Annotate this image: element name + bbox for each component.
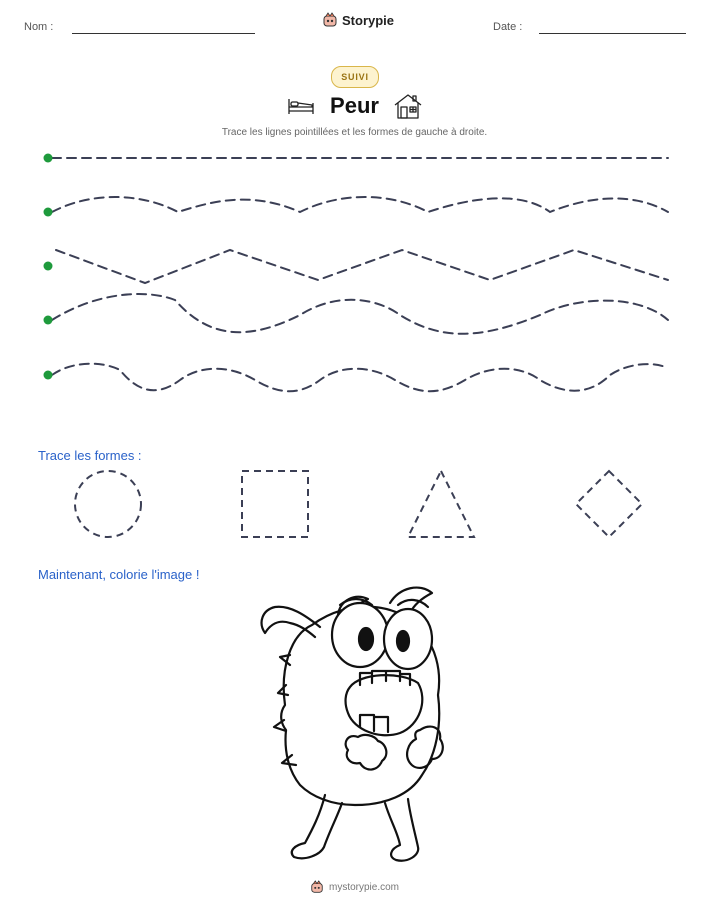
start-dot <box>44 262 53 271</box>
level-badge: SUIVI <box>331 66 379 88</box>
diamond-shape[interactable] <box>576 471 642 537</box>
bed-icon <box>286 95 316 117</box>
storypie-logo-icon <box>322 12 338 28</box>
start-dot <box>44 208 53 217</box>
shapes-section-label: Trace les formes : <box>38 448 142 463</box>
date-label: Date : <box>493 21 523 33</box>
title-text: Peur <box>330 93 379 118</box>
tracing-line-wave[interactable] <box>52 294 668 334</box>
triangle-shape[interactable] <box>408 471 474 537</box>
circle-shape[interactable] <box>75 471 141 537</box>
coloring-section-label: Maintenant, colorie l'image ! <box>38 567 200 582</box>
name-field-line[interactable] <box>72 33 255 34</box>
tracing-lines-area <box>0 140 709 400</box>
tracing-line-zigzag[interactable] <box>56 250 668 283</box>
footer-site[interactable]: mystorypie.com <box>328 881 399 893</box>
square-shape[interactable] <box>242 471 308 537</box>
tracing-shapes-area <box>0 462 709 546</box>
storypie-logo-icon <box>310 880 324 894</box>
start-dot <box>44 154 53 163</box>
date-field-line[interactable] <box>539 33 686 34</box>
monster-coloring-image[interactable] <box>250 575 465 865</box>
tracing-line-gentle-wave[interactable] <box>52 197 668 212</box>
start-dot <box>44 316 53 325</box>
start-dot <box>44 371 53 380</box>
brand-name: Storypie <box>342 12 395 28</box>
brand-logo <box>322 12 394 28</box>
tracing-line-rounded-wave[interactable] <box>52 364 668 392</box>
house-icon <box>393 92 423 120</box>
footer <box>0 880 709 894</box>
page-title <box>0 92 709 120</box>
instructions-text: Trace les lignes pointillées et les formes de gauche à droite. <box>221 127 488 138</box>
name-label: Nom : <box>24 21 54 33</box>
